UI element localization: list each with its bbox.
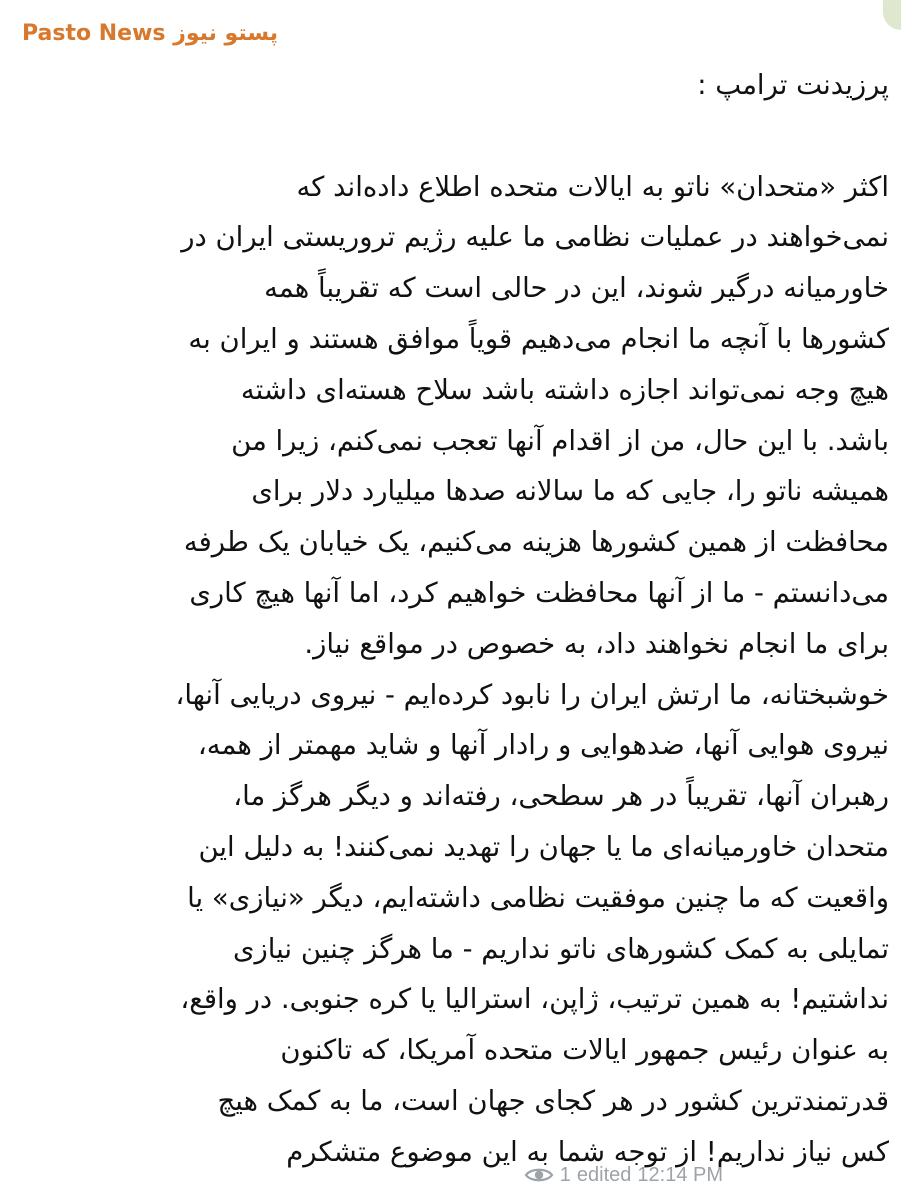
edited-label: edited: [576, 1163, 632, 1186]
message-line: واقعیت که ما چنین موفقیت نظامی داشته‌ایم، دیگر «نیازی» یا: [187, 881, 889, 914]
channel-name[interactable]: Pasto News پستو نیوز: [22, 21, 278, 46]
eye-icon: [524, 1165, 554, 1185]
message-line: اکثر «متحدان» ناتو به ایالات متحده اطلاع داده‌اند که: [296, 170, 889, 203]
message-line: رهبران آنها، تقریباً در هر سطحی، رفته‌اند و دیگر هرگز ما،: [233, 780, 889, 813]
bubble-corner: [883, 0, 901, 30]
message-line: باشد. با این حال، من از اقدام آنها تعجب نمی‌کنم، زیرا من: [231, 424, 889, 457]
message-line: محافظت از همین کشورها هزینه می‌کنیم، یک خیابان یک طرفه: [183, 526, 889, 559]
message-line: هیچ وجه نمی‌تواند اجازه داشته باشد سلاح هسته‌ای داشته: [240, 373, 889, 406]
message-line: قدرتمندترین کشور در هر کجای جهان است، ما به کمک هیچ: [217, 1084, 889, 1117]
blank-line: [16, 111, 889, 162]
message-line: کس نیاز نداریم! از توجه شما به این موضوع متشکرم: [286, 1135, 889, 1168]
view-count: 1: [559, 1163, 571, 1186]
message-line: همیشه ناتو را، جایی که ما سالانه صدها میلیارد دلار برای: [251, 475, 889, 508]
message-line: خوشبختانه، ما ارتش ایران را نابود کرده‌ایم - نیروی دریایی آنها،: [175, 678, 889, 711]
message-time: 12:14 PM: [637, 1163, 723, 1186]
message-line: برای ما انجام نخواهند داد، به خصوص در مواقع نیاز.: [304, 627, 889, 660]
message-meta: [524, 1160, 723, 1190]
message-line: کشورها با آنچه ما انجام می‌دهیم قویاً موافق هستند و ایران به: [188, 322, 889, 355]
message-line: نمی‌خواهند در عملیات نظامی ما علیه رژیم تروریستی ایران در: [181, 221, 889, 254]
message-line: نداشتیم! به همین ترتیب، ژاپن، استرالیا یا کره جنوبی. در واقع،: [180, 983, 889, 1016]
message-line: نیروی هوایی آنها، ضدهوایی و رادار آنها و شاید مهمتر از همه،: [197, 729, 889, 762]
message-line: پرزیدنت ترامپ :: [697, 69, 889, 101]
message-line: تمایلی به کمک کشورهای ناتو نداریم - ما هرگز چنین نیازی: [232, 932, 889, 965]
message-line: می‌دانستم - ما از آنها محافظت خواهیم کرد، اما آنها هیچ کاری: [189, 576, 889, 609]
message-text: [16, 60, 889, 1178]
message-line: خاورمیانه درگیر شوند، این در حالی است که تقریباً همه: [264, 272, 889, 305]
message-line: متحدان خاورمیانه‌ای ما یا جهان را تهدید نمی‌کنند! به دلیل این: [198, 830, 889, 863]
message-line: به عنوان رئیس جمهور ایالات متحده آمریکا، که تاکنون: [280, 1034, 889, 1067]
